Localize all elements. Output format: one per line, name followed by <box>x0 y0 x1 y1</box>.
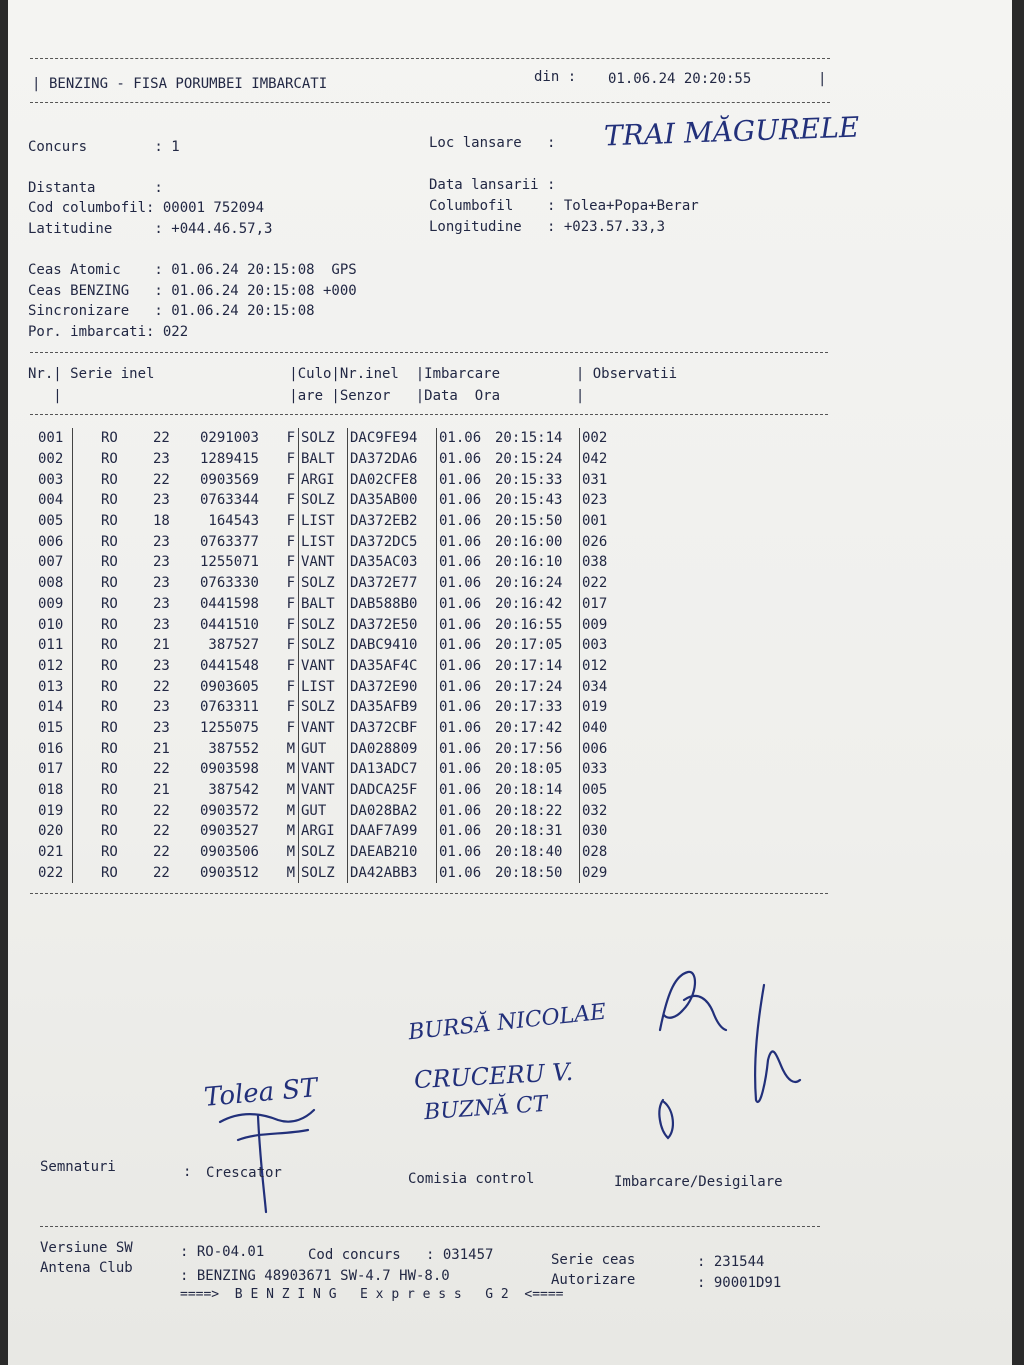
table-row <box>38 635 642 656</box>
cell-nr: 007 <box>38 554 64 571</box>
cell-ring: 0903569 <box>199 471 259 488</box>
cell-country: RO <box>73 738 154 759</box>
latitudine-field: Latitudine : +044.46.57,3 <box>28 221 273 237</box>
cell-time: 20:18:40 <box>495 844 563 861</box>
cell-date: 01.06 <box>437 676 496 697</box>
cell-sensor: DADCA25F <box>348 780 437 801</box>
table-row <box>38 531 642 552</box>
cell-country: RO <box>73 656 154 677</box>
cell-nr: 006 <box>38 533 64 550</box>
cell-sensor: DA372E50 <box>348 614 437 635</box>
cell-color: VANT <box>299 718 348 739</box>
cell-obs: 019 <box>580 697 643 718</box>
cell-sex: M <box>286 740 295 757</box>
cell-sensor: DAB588B0 <box>348 594 437 615</box>
cell-sex: F <box>286 575 295 592</box>
cell-nr: 009 <box>38 595 64 612</box>
cell-obs: 032 <box>580 800 643 821</box>
cell-country: RO <box>73 635 154 656</box>
cell-sex: M <box>286 864 295 881</box>
cell-time: 20:15:33 <box>495 471 563 488</box>
table-top-border <box>30 352 828 353</box>
cell-sensor: DA42ABB3 <box>348 862 437 883</box>
cell-sensor: DA028809 <box>348 738 437 759</box>
cell-year: 22 <box>153 864 170 881</box>
cell-ring: 387552 <box>208 740 259 757</box>
cell-date: 01.06 <box>437 697 496 718</box>
loc-lansare-label: Loc lansare : <box>429 135 556 151</box>
cell-obs: 009 <box>580 614 643 635</box>
cell-ring: 0903598 <box>199 761 259 778</box>
cell-color: LIST <box>299 676 348 697</box>
table-row <box>38 718 642 739</box>
table-row <box>38 573 642 594</box>
table-row <box>38 428 642 449</box>
cell-sensor: DA372E90 <box>348 676 437 697</box>
cell-sex: M <box>286 802 295 819</box>
cell-date: 01.06 <box>437 635 496 656</box>
pigeon-table <box>38 428 642 883</box>
cell-time: 20:17:42 <box>495 719 563 736</box>
cell-time: 20:15:50 <box>495 513 563 530</box>
doc-title: BENZING - FISA PORUMBEI IMBARCATI <box>49 76 328 92</box>
semnaturi-label: Semnaturi <box>40 1159 116 1175</box>
cell-date: 01.06 <box>437 469 496 490</box>
cell-country: RO <box>73 614 154 635</box>
cell-sex: M <box>286 844 295 861</box>
cell-date: 01.06 <box>437 842 496 863</box>
sincronizare-field: Sincronizare : 01.06.24 20:15:08 <box>28 303 315 319</box>
cell-country: RO <box>73 800 154 821</box>
table-row <box>38 490 642 511</box>
cell-color: GUT <box>299 800 348 821</box>
cell-sensor: DABC9410 <box>348 635 437 656</box>
header-left-bar: | <box>32 76 41 92</box>
cell-ring: 0763344 <box>199 492 259 509</box>
cell-sex: F <box>286 554 295 571</box>
cell-year: 22 <box>153 761 170 778</box>
autorizare-value: : 90001D91 <box>697 1275 782 1291</box>
cell-obs: 040 <box>580 718 643 739</box>
versiune-value: : RO-04.01 <box>180 1244 265 1260</box>
cell-country: RO <box>73 759 154 780</box>
table-row <box>38 656 642 677</box>
cell-color: SOLZ <box>299 842 348 863</box>
cell-time: 20:18:50 <box>495 864 563 881</box>
cell-ring: 1255071 <box>199 554 259 571</box>
cell-ring: 0441548 <box>199 657 259 674</box>
semnaturi-colon: : <box>183 1164 192 1180</box>
cell-nr: 019 <box>38 802 64 819</box>
cell-year: 22 <box>153 802 170 819</box>
cell-color: SOLZ <box>299 697 348 718</box>
cell-date: 01.06 <box>437 552 496 573</box>
table-row <box>38 697 642 718</box>
cell-sex: F <box>286 492 295 509</box>
cell-country: RO <box>73 821 154 842</box>
cell-date: 01.06 <box>437 862 496 883</box>
cell-country: RO <box>73 449 154 470</box>
cell-obs: 023 <box>580 490 643 511</box>
cell-country: RO <box>73 862 154 883</box>
cell-time: 20:17:33 <box>495 699 563 716</box>
table-header-row2: | |are |Senzor |Data Ora | <box>28 388 585 404</box>
benzing-banner: ====> B E N Z I N G E x p r e s s G 2 <==== <box>180 1287 564 1302</box>
cell-ring: 0763377 <box>199 533 259 550</box>
cell-color: VANT <box>299 780 348 801</box>
cell-sensor: DA02CFE8 <box>348 469 437 490</box>
cell-obs: 026 <box>580 531 643 552</box>
cell-time: 20:16:24 <box>495 575 563 592</box>
cell-date: 01.06 <box>437 428 496 449</box>
cell-sensor: DA35AC03 <box>348 552 437 573</box>
table-row <box>38 552 642 573</box>
header-bottom-border <box>30 102 830 103</box>
cell-year: 22 <box>153 678 170 695</box>
cell-time: 20:16:55 <box>495 616 563 633</box>
cell-year: 18 <box>153 513 170 530</box>
ceas-benzing-field: Ceas BENZING : 01.06.24 20:15:08 +000 <box>28 283 357 299</box>
cell-year: 22 <box>153 844 170 861</box>
serie-ceas-value: : 231544 <box>697 1254 765 1270</box>
cell-year: 23 <box>153 451 170 468</box>
cell-color: LIST <box>299 531 348 552</box>
table-row <box>38 780 642 801</box>
autorizare-label: Autorizare <box>551 1272 636 1288</box>
cell-year: 22 <box>153 430 170 447</box>
table-header-border <box>30 414 828 415</box>
cell-time: 20:18:22 <box>495 802 563 819</box>
cell-ring: 0763311 <box>199 699 259 716</box>
cell-obs: 034 <box>580 676 643 697</box>
cell-time: 20:15:14 <box>495 430 563 447</box>
cell-nr: 020 <box>38 823 64 840</box>
cell-obs: 028 <box>580 842 643 863</box>
cell-time: 20:17:56 <box>495 740 563 757</box>
cell-ring: 0291003 <box>199 430 259 447</box>
cell-color: SOLZ <box>299 635 348 656</box>
cell-country: RO <box>73 573 154 594</box>
cell-nr: 005 <box>38 513 64 530</box>
cell-year: 23 <box>153 533 170 550</box>
cell-nr: 008 <box>38 575 64 592</box>
header-right-bar: | <box>818 71 827 87</box>
cell-date: 01.06 <box>437 511 496 532</box>
cell-time: 20:16:42 <box>495 595 563 612</box>
cell-nr: 001 <box>38 430 64 447</box>
cell-year: 23 <box>153 492 170 509</box>
cell-nr: 021 <box>38 844 64 861</box>
cell-sex: F <box>286 513 295 530</box>
ceas-atomic-field: Ceas Atomic : 01.06.24 20:15:08 GPS <box>28 262 357 278</box>
cell-date: 01.06 <box>437 594 496 615</box>
cell-ring: 0763330 <box>199 575 259 592</box>
cell-country: RO <box>73 842 154 863</box>
table-header-row1: Nr.| Serie inel |Culo|Nr.inel |Imbarcare | Observatii <box>28 366 678 382</box>
concurs-field: Concurs : 1 <box>28 139 180 155</box>
cell-obs: 030 <box>580 821 643 842</box>
cell-year: 23 <box>153 595 170 612</box>
cell-ring: 0903506 <box>199 844 259 861</box>
cell-color: BALT <box>299 449 348 470</box>
handwritten-name-1: BURSĂ NICOLAE <box>407 999 608 1046</box>
cell-ring: 0903512 <box>199 864 259 881</box>
cell-year: 21 <box>153 740 170 757</box>
din-value: 01.06.24 20:20:55 <box>608 71 752 87</box>
cell-country: RO <box>73 594 154 615</box>
longitudine-field: Longitudine : +023.57.33,3 <box>429 219 666 235</box>
cell-nr: 014 <box>38 699 64 716</box>
cell-obs: 017 <box>580 594 643 615</box>
footer-top-border <box>40 1226 820 1227</box>
cell-ring: 387542 <box>208 782 259 799</box>
cell-time: 20:15:24 <box>495 451 563 468</box>
cell-ring: 0903572 <box>199 802 259 819</box>
cell-nr: 012 <box>38 657 64 674</box>
distanta-field: Distanta : <box>28 180 163 196</box>
cell-obs: 005 <box>580 780 643 801</box>
cell-sensor: DA372DA6 <box>348 449 437 470</box>
cell-time: 20:18:05 <box>495 761 563 778</box>
cell-obs: 033 <box>580 759 643 780</box>
cell-ring: 387527 <box>208 637 259 654</box>
cell-nr: 003 <box>38 471 64 488</box>
table-row <box>38 469 642 490</box>
cell-date: 01.06 <box>437 614 496 635</box>
versiune-label: Versiune SW <box>40 1240 133 1256</box>
cell-country: RO <box>73 780 154 801</box>
table-row <box>38 759 642 780</box>
cell-ring: 1255075 <box>199 719 259 736</box>
cell-country: RO <box>73 676 154 697</box>
cell-year: 23 <box>153 699 170 716</box>
cell-sensor: DAAF7A99 <box>348 821 437 842</box>
cell-sensor: DA35AB00 <box>348 490 437 511</box>
cell-color: VANT <box>299 552 348 573</box>
cell-sensor: DA372CBF <box>348 718 437 739</box>
imbarcare-desigilare-label: Imbarcare/Desigilare <box>614 1174 783 1190</box>
cell-sex: F <box>286 533 295 550</box>
cell-time: 20:16:10 <box>495 554 563 571</box>
cell-sex: M <box>286 761 295 778</box>
cell-sex: F <box>286 637 295 654</box>
cell-obs: 042 <box>580 449 643 470</box>
cell-sex: F <box>286 699 295 716</box>
cell-nr: 018 <box>38 782 64 799</box>
cell-year: 22 <box>153 823 170 840</box>
pigeon-table-body <box>38 428 642 883</box>
cell-year: 23 <box>153 616 170 633</box>
cell-sensor: DA35AF4C <box>348 656 437 677</box>
cell-date: 01.06 <box>437 656 496 677</box>
cell-time: 20:17:24 <box>495 678 563 695</box>
handwritten-name-tolea: Tolea ST <box>202 1073 319 1113</box>
cell-color: GUT <box>299 738 348 759</box>
table-row <box>38 842 642 863</box>
cell-time: 20:18:14 <box>495 782 563 799</box>
cell-color: SOLZ <box>299 490 348 511</box>
cell-date: 01.06 <box>437 449 496 470</box>
cell-color: SOLZ <box>299 573 348 594</box>
cell-obs: 031 <box>580 469 643 490</box>
cell-sex: F <box>286 657 295 674</box>
cell-sex: F <box>286 595 295 612</box>
cod-concurs: Cod concurs : 031457 <box>308 1247 494 1263</box>
cell-obs: 012 <box>580 656 643 677</box>
cell-color: BALT <box>299 594 348 615</box>
cell-date: 01.06 <box>437 531 496 552</box>
cell-obs: 003 <box>580 635 643 656</box>
cell-sex: F <box>286 451 295 468</box>
cell-sex: F <box>286 471 295 488</box>
cell-year: 23 <box>153 554 170 571</box>
cell-obs: 001 <box>580 511 643 532</box>
table-row <box>38 676 642 697</box>
cell-year: 23 <box>153 719 170 736</box>
cell-nr: 004 <box>38 492 64 509</box>
table-row <box>38 511 642 532</box>
cell-time: 20:15:43 <box>495 492 563 509</box>
columbofil-field: Columbofil : Tolea+Popa+Berar <box>429 198 699 214</box>
table-row <box>38 594 642 615</box>
cell-country: RO <box>73 697 154 718</box>
cell-nr: 013 <box>38 678 64 695</box>
antena-label: Antena Club <box>40 1260 133 1276</box>
cell-date: 01.06 <box>437 780 496 801</box>
cell-nr: 015 <box>38 719 64 736</box>
antena-value: : BENZING 48903671 SW-4.7 HW-8.0 <box>180 1268 450 1284</box>
cell-date: 01.06 <box>437 821 496 842</box>
cell-date: 01.06 <box>437 718 496 739</box>
cell-sensor: DA372DC5 <box>348 531 437 552</box>
cell-nr: 017 <box>38 761 64 778</box>
comisia-label: Comisia control <box>408 1171 535 1187</box>
handwritten-name-2: CRUCERU V. <box>413 1057 574 1095</box>
cell-ring: 0441598 <box>199 595 259 612</box>
cell-time: 20:17:14 <box>495 657 563 674</box>
cell-nr: 011 <box>38 637 64 654</box>
cell-sensor: DAC9FE94 <box>348 428 437 449</box>
cell-sex: F <box>286 678 295 695</box>
cell-country: RO <box>73 511 154 532</box>
cell-obs: 002 <box>580 428 643 449</box>
cell-year: 22 <box>153 471 170 488</box>
cell-sex: M <box>286 823 295 840</box>
serie-ceas-label: Serie ceas <box>551 1252 636 1268</box>
cell-color: SOLZ <box>299 428 348 449</box>
handwritten-name-3: BUZNĂ CT <box>423 1091 549 1126</box>
cell-time: 20:16:00 <box>495 533 563 550</box>
cell-nr: 002 <box>38 451 64 468</box>
cell-country: RO <box>73 428 154 449</box>
cell-color: VANT <box>299 759 348 780</box>
cell-time: 20:18:31 <box>495 823 563 840</box>
cell-country: RO <box>73 490 154 511</box>
table-row <box>38 614 642 635</box>
cell-sensor: DAEAB210 <box>348 842 437 863</box>
cell-date: 01.06 <box>437 573 496 594</box>
cell-country: RO <box>73 718 154 739</box>
cell-year: 21 <box>153 782 170 799</box>
cell-ring: 0903527 <box>199 823 259 840</box>
cod-columbofil-field: Cod columbofil: 00001 752094 <box>28 200 265 216</box>
cell-ring: 164543 <box>208 513 259 530</box>
header-top-border <box>30 58 830 59</box>
cell-sex: F <box>286 430 295 447</box>
cell-date: 01.06 <box>437 490 496 511</box>
cell-obs: 022 <box>580 573 643 594</box>
cell-year: 23 <box>153 575 170 592</box>
cell-sensor: DA028BA2 <box>348 800 437 821</box>
cell-obs: 029 <box>580 862 643 883</box>
cell-sensor: DA372E77 <box>348 573 437 594</box>
cell-date: 01.06 <box>437 800 496 821</box>
cell-ring: 1289415 <box>199 451 259 468</box>
din-label: din : <box>534 69 577 85</box>
cell-sensor: DA13ADC7 <box>348 759 437 780</box>
cell-date: 01.06 <box>437 759 496 780</box>
cell-sex: F <box>286 616 295 633</box>
cell-ring: 0903605 <box>199 678 259 695</box>
por-imbarcati-field: Por. imbarcati: 022 <box>28 324 189 340</box>
cell-sensor: DA35AFB9 <box>348 697 437 718</box>
table-row <box>38 821 642 842</box>
cell-date: 01.06 <box>437 738 496 759</box>
cell-country: RO <box>73 469 154 490</box>
paper-sheet <box>8 0 1012 1365</box>
cell-country: RO <box>73 531 154 552</box>
data-lansarii-field: Data lansarii : <box>429 177 556 193</box>
cell-time: 20:17:05 <box>495 637 563 654</box>
cell-year: 23 <box>153 657 170 674</box>
cell-nr: 016 <box>38 740 64 757</box>
crescator-label: Crescator <box>206 1165 282 1181</box>
cell-color: ARGI <box>299 469 348 490</box>
table-row <box>38 800 642 821</box>
table-row <box>38 449 642 470</box>
cell-obs: 038 <box>580 552 643 573</box>
loc-lansare-handwritten: TRAI MĂGURELE <box>603 110 860 153</box>
cell-nr: 022 <box>38 864 64 881</box>
cell-sex: F <box>286 719 295 736</box>
cell-country: RO <box>73 552 154 573</box>
table-row <box>38 862 642 883</box>
cell-color: LIST <box>299 511 348 532</box>
table-bottom-border <box>30 893 828 894</box>
cell-color: SOLZ <box>299 862 348 883</box>
cell-year: 21 <box>153 637 170 654</box>
cell-obs: 006 <box>580 738 643 759</box>
table-row <box>38 738 642 759</box>
cell-ring: 0441510 <box>199 616 259 633</box>
cell-sensor: DA372EB2 <box>348 511 437 532</box>
cell-sex: M <box>286 782 295 799</box>
cell-color: VANT <box>299 656 348 677</box>
cell-nr: 010 <box>38 616 64 633</box>
cell-color: ARGI <box>299 821 348 842</box>
cell-color: SOLZ <box>299 614 348 635</box>
